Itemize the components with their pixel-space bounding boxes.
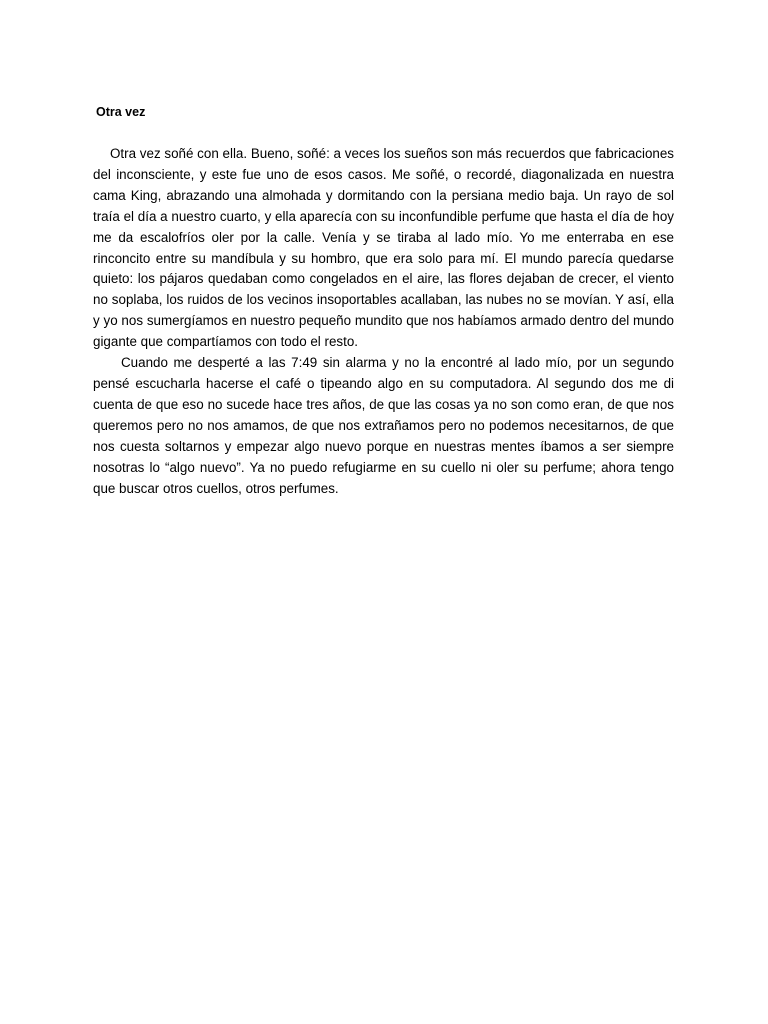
document-title: Otra vez <box>96 105 146 119</box>
paragraph-2: Cuando me desperté a las 7:49 sin alarma y no la encontré al lado mío, por un segundo pensé escucharla hacerse el café o tipeando algo en su computadora. Al segundo dos me di cuenta de que eso no sucede hace tres años, de que las cosas ya no son como eran, de que nos queremos pero no nos amamos, de que nos extrañamos pero no podemos necesitarnos, de que nos cuesta soltarnos y empezar algo nuevo porque en nuestras mentes íbamos a ser siempre nosotras lo “algo nuevo”. Ya no puedo refugiarme en su cuello ni oler su perfume; ahora tengo que buscar otros cuellos, otros perfumes. <box>93 355 674 496</box>
document-body <box>93 144 674 499</box>
paragraph-1: Otra vez soñé con ella. Bueno, soñé: a veces los sueños son más recuerdos que fabricaciones del inconsciente, y este fue uno de esos casos. Me soñé, o recordé, diagonalizada en nuestra cama King, abrazando una almohada y dormitando con la persiana medio baja. Un rayo de sol traía el día a nuestro cuarto, y ella aparecía con su inconfundible perfume que hasta el día de hoy me da escalofríos oler por la calle. Venía y se tiraba al lado mío. Yo me enterraba en ese rinconcito entre su mandíbula y su hombro, que era solo para mí. El mundo parecía quedarse quieto: los pájaros quedaban como congelados en el aire, las flores dejaban de crecer, el viento no soplaba, los ruidos de los vecinos insoportables acallaban, las nubes no se movían. Y así, ella y yo nos sumergíamos en nuestro pequeño mundito que nos habíamos armado dentro del mundo gigante que compartíamos con todo el resto. <box>93 146 674 350</box>
